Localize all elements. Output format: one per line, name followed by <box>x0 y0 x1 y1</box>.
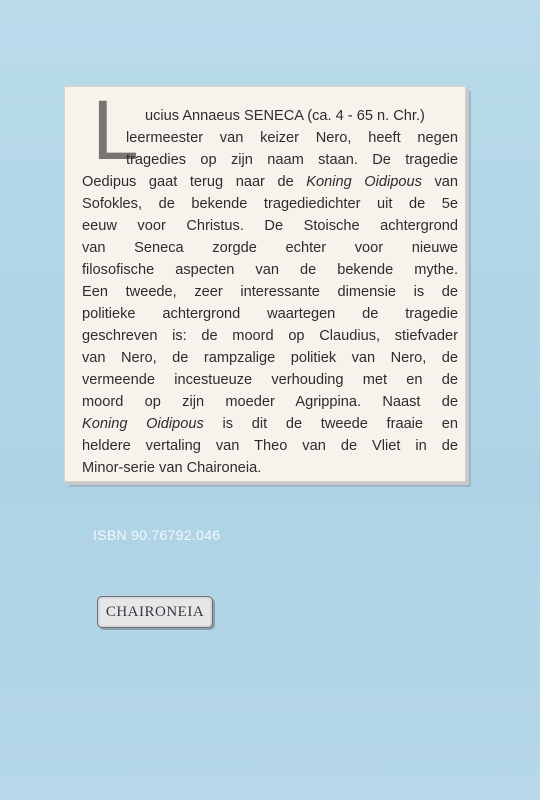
blurb-line: eeuw voor Christus. De Stoische achtergrond <box>82 218 458 234</box>
blurb-line: tragedies op zijn naam staan. De tragedie <box>126 152 458 168</box>
blurb-text: Oedipus gaat terug naar de <box>82 174 307 190</box>
blurb-text: is dit de tweede fraaie en <box>203 416 458 432</box>
blurb-line: Een tweede, zeer interessante dimensie is de <box>82 284 458 300</box>
blurb-line: moord op zijn moeder Agrippina. Naast de <box>82 394 458 410</box>
blurb-text: van <box>421 174 458 190</box>
blurb-line: leermeester van keizer Nero, heeft negen <box>126 130 458 146</box>
blurb-title-italic: Koning Oidipous <box>306 174 422 190</box>
blurb-title-italic: Koning Oidipous <box>82 416 204 432</box>
blurb-line: vermeende incestueuze verhouding met en de <box>82 372 458 388</box>
blurb-line: geschreven is: de moord op Claudius, stiefvader <box>82 328 458 344</box>
publisher-logo <box>97 596 213 628</box>
blurb-line: Sofokles, de bekende tragediedichter uit de 5e <box>82 196 458 212</box>
blurb-line: filosofische aspecten van de bekende mythe. <box>82 262 458 278</box>
blurb-line: politieke achtergrond waartegen de tragedie <box>82 306 458 322</box>
publisher-name: CHAIRONEIA <box>105 603 205 620</box>
blurb-line: van Nero, de rampzalige politiek van Nero, de <box>82 350 458 366</box>
blurb-line: Minor-serie van Chaironeia. <box>82 460 262 476</box>
isbn-number: ISBN 90.76792.046 <box>93 527 221 543</box>
blurb-line <box>82 172 458 192</box>
blurb-line <box>82 414 458 434</box>
drop-cap: L <box>92 83 139 177</box>
blurb-line: ucius Annaeus SENECA (ca. 4 - 65 n. Chr.) <box>145 108 425 124</box>
blurb-line: van Seneca zorgde echter voor nieuwe <box>82 240 458 256</box>
blurb-line: heldere vertaling van Theo van de Vliet in de <box>82 438 458 454</box>
